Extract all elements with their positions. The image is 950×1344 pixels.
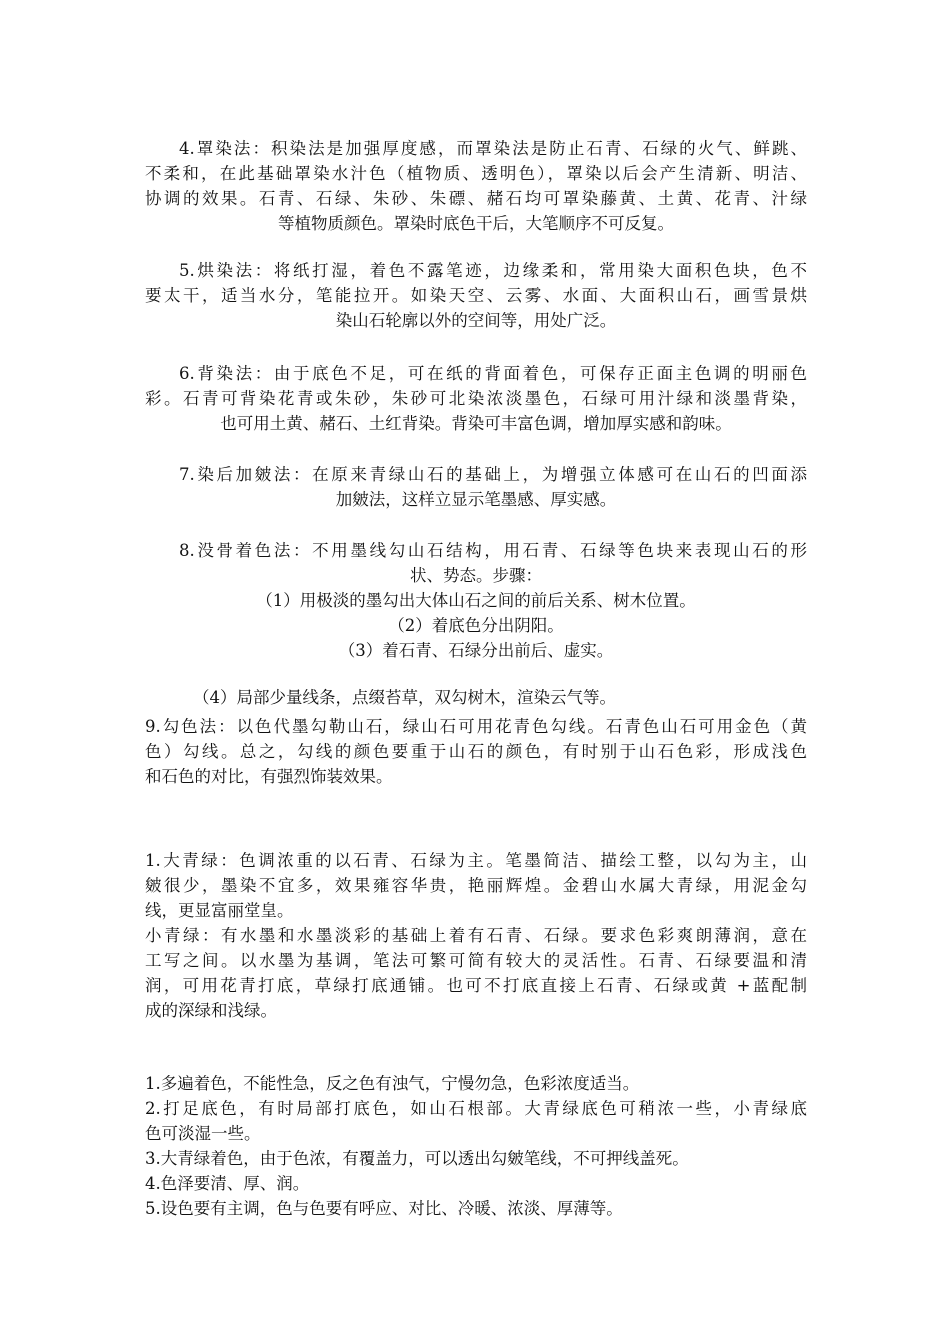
paragraph-line: 7.染后加皴法：在原来青绿山石的基础上，为增强立体感可在山石的凹面添 [179,465,807,484]
paragraph-green-styles [145,848,807,1023]
paragraph-line: 等植物质颜色。罩染时底色干后，大笔顺序不可反复。 [278,214,674,233]
paragraph-line: 工写之间。以水墨为基调，笔法可繁可简有较大的灵活性。石青、石绿要温和清 [145,951,807,970]
paragraph-line: 状、势态。步骤： [410,566,542,585]
paragraph-line: 要太干，适当水分，笔能拉开。如染天空、云雾、水面、大面积山石，画雪景烘 [145,286,807,305]
paragraph-line: 4.罩染法：积染法是加强厚度感，而罩染法是防止石青、石绿的火气、鲜跳、 [179,139,807,158]
list-item: 1.多遍着色，不能性急，反之色有浊气，宁慢勿急，色彩浓度适当。 [145,1074,640,1093]
paragraph-line: 不柔和，在此基础罩染水汁色（植物质、透明色），罩染以后会产生清新、明洁、 [145,164,807,183]
paragraph-line: 彩。石青可背染花青或朱砂，朱砂可北染浓淡墨色，石绿可用汁绿和淡墨背染， [145,389,807,408]
paragraph-line: 8.没骨着色法：不用墨线勾山石结构，用石青、石绿等色块来表现山石的形 [179,541,807,560]
paragraph-line: 协调的效果。石青、石绿、朱砂、朱磦、赭石均可罩染藤黄、土黄、花青、汁绿 [145,189,807,208]
paragraph-line: 加皴法，这样立显示笔墨感、厚实感。 [335,490,617,509]
list-item: 5.设色要有主调，色与色要有呼应、对比、冷暖、浓淡、厚薄等。 [145,1199,623,1218]
paragraph-line: 6.背染法：由于底色不足，可在纸的背面着色，可保存正面主色调的明丽色 [179,364,807,383]
paragraph-line: 染山石轮廓以外的空间等，用处广泛。 [335,311,617,330]
list-item: 3.大青绿着色，由于色浓，有覆盖力，可以透出勾皴笔线，不可押线盖死。 [145,1149,689,1168]
list-item-continuation: 色可淡湿一些。 [145,1124,261,1143]
paragraph-7-add-texture [145,462,807,512]
paragraph-5-baking-dyeing [145,258,807,333]
paragraph-8-boneless-coloring [145,538,807,663]
step-line: （2）着底色分出阴阳。 [388,616,564,635]
paragraph-line: 1.大青绿：色调浓重的以石青、石绿为主。笔墨简洁、描绘工整，以勾为主，山 [145,851,807,870]
coloring-tips-list [145,1071,807,1221]
paragraph-line: 线，更显富丽堂皇。 [145,901,294,920]
paragraph-line: 也可用土黄、赭石、土红背染。背染可丰富色调，增加厚实感和韵味。 [220,414,732,433]
paragraph-line: 5.烘染法：将纸打湿，着色不露笔迹，边缘柔和，常用染大面积色块，色不 [179,261,807,280]
paragraph-9-color-outline [145,714,807,789]
paragraph-line: 色）勾线。总之，勾线的颜色要重于山石的颜色，有时别于山石色彩，形成浅色 [145,742,807,761]
step-line: （4）局部少量线条，点缀苔草，双勾树木，渲染云气等。 [193,688,616,707]
paragraph-6-back-dyeing [145,361,807,436]
paragraph-line: 成的深绿和浅绿。 [145,1001,277,1020]
step-line: （3）着石青、石绿分出前后、虚实。 [338,641,614,660]
paragraph-line: 小青绿：有水墨和水墨淡彩的基础上着有石青、石绿。要求色彩爽朗薄润，意在 [145,926,807,945]
paragraph-line: 皴很少，墨染不宜多，效果雍容华贵，艳丽辉煌。金碧山水属大青绿，用泥金勾 [145,876,807,895]
step-line: （1）用极淡的墨勾出大体山石之间的前后关系、树木位置。 [256,591,696,610]
paragraph-4-overlay-dyeing [145,136,807,236]
step-4 [145,685,807,710]
list-item: 2.打足底色，有时局部打底色，如山石根部。大青绿底色可稍浓一些，小青绿底 [145,1099,807,1118]
paragraph-line: 9.勾色法：以色代墨勾勒山石，绿山石可用花青色勾线。石青色山石可用金色（黄 [145,717,807,736]
paragraph-line: 润，可用花青打底，草绿打底通铺。也可不打底直接上石青、石绿或黄 +蓝配制 [145,976,807,995]
list-item: 4.色泽要清、厚、润。 [145,1174,310,1193]
paragraph-line: 和石色的对比，有强烈饰装效果。 [145,767,393,786]
